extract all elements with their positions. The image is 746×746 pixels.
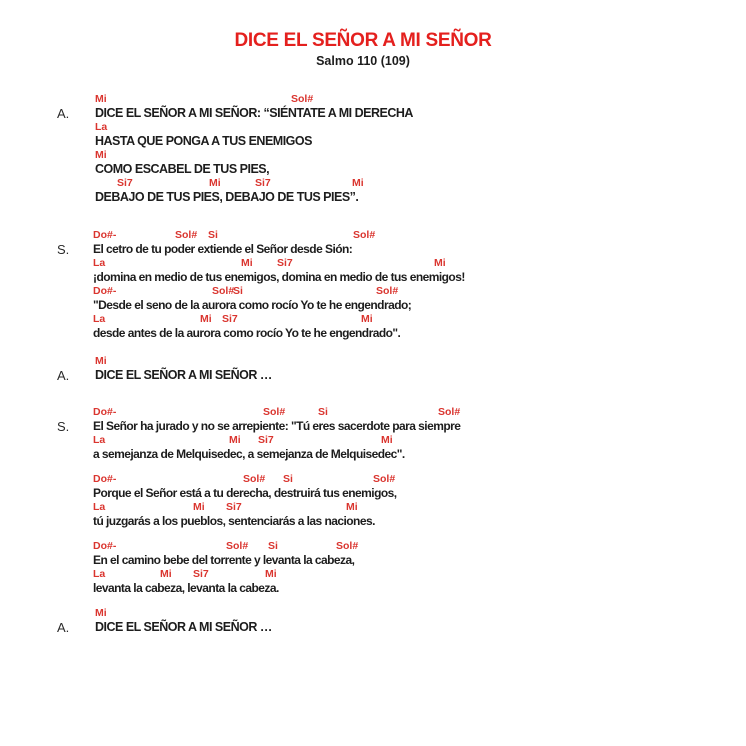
chord: Mi [193,501,205,513]
chord-line [93,434,465,447]
song-section [57,406,465,462]
chord: Sol# [373,473,396,485]
section-label: S. [57,242,70,257]
lyric-line: DICE EL SEÑOR A MI SEÑOR … [95,620,272,634]
lyric-line: levanta la cabeza, levanta la cabeza. [93,581,279,595]
chord: Si7 [226,501,242,513]
chord: Si7 [258,434,274,446]
chord: Si7 [117,177,133,189]
lyric-line: ¡domina en medio de tus enemigos, domina en medio de tus enemigos! [93,270,465,284]
lyric-line: DICE EL SEÑOR A MI SEÑOR: “SIÉNTATE A MI DERECHA [95,106,413,120]
lyric-line: DICE EL SEÑOR A MI SEÑOR … [95,368,272,382]
section-lines [95,607,465,635]
chord: Si7 [222,313,238,325]
song-section [57,473,465,529]
chord: La [93,313,106,325]
chord-line [95,93,465,106]
chord: Mi [229,434,241,446]
chord: Sol# [212,285,235,297]
chord-line [93,406,465,419]
song-section [57,355,465,383]
chord-line [93,285,465,298]
lyric-line: COMO ESCABEL DE TUS PIES, [95,162,270,176]
chord-line [95,177,465,190]
chord: La [93,257,106,269]
chord: La [95,121,108,133]
chord: La [93,568,106,580]
section-label: S. [57,419,70,434]
chord-line [95,149,465,162]
chord: Mi [160,568,172,580]
chord: Si [233,285,243,297]
chord: Mi [95,149,107,161]
chord: Sol# [438,406,461,418]
section-lines [93,473,465,529]
chord: Si [268,540,278,552]
lyric-line: desde antes de la aurora como rocío Yo te he engendrado". [93,326,401,340]
chord-line [93,568,465,581]
section-lines [95,93,465,205]
chord-line [93,473,465,486]
lyric-line: "Desde el seno de la aurora como rocío Yo te he engendrado; [93,298,412,312]
chord-line [93,313,465,326]
section-label: A. [57,106,70,121]
chord: Sol# [263,406,286,418]
chord-line [93,257,465,270]
chord: Si [208,229,218,241]
chord: Si7 [255,177,271,189]
chord-line [93,540,465,553]
lyric-line: Porque el Señor está a tu derecha, destruirá tus enemigos, [93,486,397,500]
song-section [57,607,465,635]
chord: Mi [95,607,107,619]
chord: Sol# [376,285,399,297]
page-title: DICE EL SEÑOR A MI SEÑOR [234,30,492,51]
section-lines [95,355,465,383]
lyric-line: a semejanza de Melquisedec, a semejanza de Melquisedec". [93,447,405,461]
lyric-line: HASTA QUE PONGA A TUS ENEMIGOS [95,134,312,148]
song-body [57,93,465,635]
chord-line [95,607,465,620]
chord: Sol# [243,473,266,485]
chord: Sol# [291,93,314,105]
chord: Si7 [193,568,209,580]
lyric-line: DEBAJO DE TUS PIES, DEBAJO DE TUS PIES”. [95,190,359,204]
page-subtitle: Salmo 110 (109) [316,54,410,68]
chord: Mi [200,313,212,325]
section-label: A. [57,368,70,383]
lyric-line: El Señor ha jurado y no se arrepiente: "Tú eres sacerdote para siempre [93,419,461,433]
song-section [57,229,465,341]
chord-line [93,501,465,514]
chord: Mi [95,93,107,105]
song-section [57,93,465,205]
lyric-line: tú juzgarás a los pueblos, sentenciarás a las naciones. [93,514,375,528]
chord: Si7 [277,257,293,269]
chord: Mi [434,257,446,269]
chord: La [93,434,106,446]
section-label: A. [57,620,70,635]
lyric-line: En el camino bebe del torrente y levanta la cabeza, [93,553,355,567]
chord: Si [283,473,293,485]
chord: Mi [95,355,107,367]
section-lines [93,406,465,462]
chord: Mi [241,257,253,269]
chord: Mi [381,434,393,446]
chord: Mi [361,313,373,325]
section-lines [93,229,465,341]
chord: Mi [352,177,364,189]
chord: Do#- [93,406,117,418]
chord: Do#- [93,229,117,241]
chord: Do#- [93,540,117,552]
chord: Do#- [93,473,117,485]
chord: La [93,501,106,513]
chord-line [95,355,465,368]
chord: Sol# [336,540,359,552]
chord-line [93,229,465,242]
chord-line [95,121,465,134]
section-lines [93,540,465,596]
song-section [57,540,465,596]
chord: Sol# [353,229,376,241]
chord: Si [318,406,328,418]
chord: Mi [346,501,358,513]
chord: Do#- [93,285,117,297]
chord: Mi [209,177,221,189]
lyric-line: El cetro de tu poder extiende el Señor desde Sión: [93,242,353,256]
chord: Sol# [226,540,249,552]
chord: Mi [265,568,277,580]
chord: Sol# [175,229,198,241]
